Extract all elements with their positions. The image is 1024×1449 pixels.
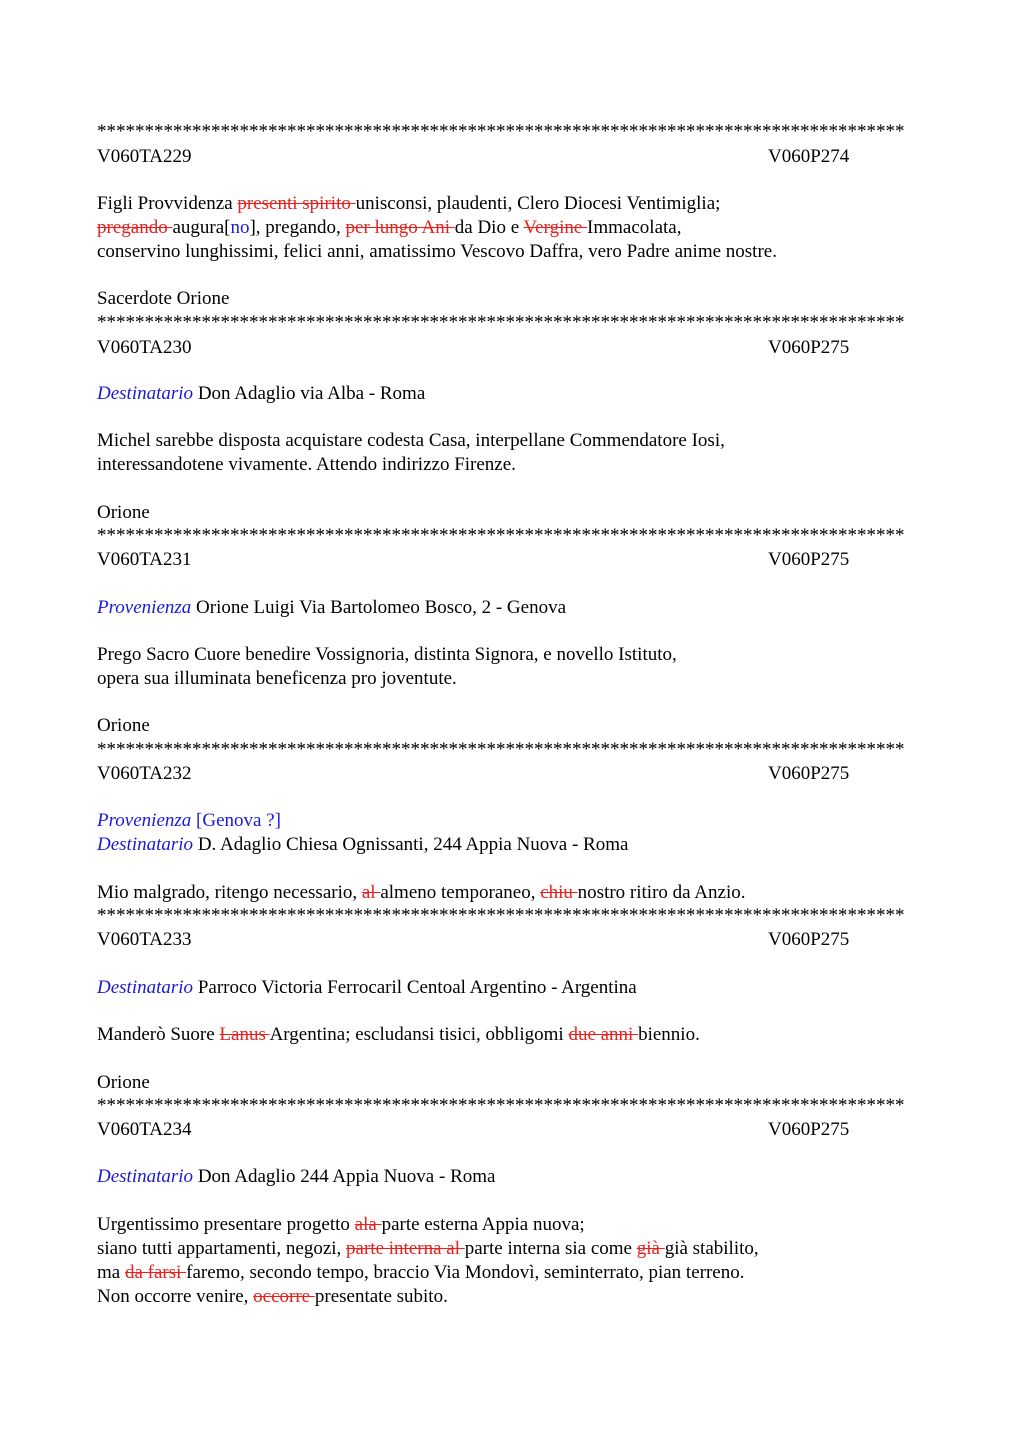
deleted-text: due anni [568, 1024, 639, 1045]
text-line [97, 881, 745, 905]
text: faremo, secondo tempo, braccio Via Mondovì, seminterrato, pian terreno. [186, 1262, 745, 1283]
text-line: interessandotene vivamente. Attendo indirizzo Firenze. [97, 454, 516, 475]
recipient-label: Destinatario [97, 1166, 194, 1187]
text-line: opera sua illuminata beneficenza pro joventute. [97, 668, 457, 689]
text: Urgentissimo presentare progetto [97, 1214, 355, 1235]
text: augura[ [172, 217, 231, 238]
deleted-text: da farsi [124, 1262, 187, 1283]
entry-code: V060TA233 [97, 929, 192, 950]
entry-code: V060TA230 [97, 337, 192, 358]
signature: Orione [97, 1072, 150, 1093]
deleted-text: pregando [97, 217, 173, 238]
recipient: Don Adaglio via Alba - Roma [193, 383, 426, 404]
text-line [97, 1213, 585, 1237]
text-line [97, 216, 681, 240]
entry-page: V060P275 [768, 1119, 850, 1140]
deleted-text: occorre [253, 1286, 315, 1307]
deleted-text: per lungo Ani [345, 217, 455, 238]
recipient-label: Destinatario [97, 834, 194, 855]
text-line: Michel sarebbe disposta acquistare codesta Casa, interpellane Commendatore Iosi, [97, 430, 725, 451]
text: Non occorre venire, [97, 1286, 254, 1307]
text: parte esterna Appia nuova; [381, 1214, 585, 1235]
text-line: Prego Sacro Cuore benedire Vossignoria, distinta Signora, e novello Istituto, [97, 644, 677, 665]
text: ma [97, 1262, 125, 1283]
text: siano tutti appartamenti, negozi, [97, 1238, 347, 1259]
recipient: D. Adaglio Chiesa Ognissanti, 244 Appia Nuova - Roma [193, 834, 629, 855]
sender: Orione Luigi Via Bartolomeo Bosco, 2 - Genova [191, 597, 567, 618]
signature: Orione [97, 715, 150, 736]
text: unisconsi, plaudenti, Clero Diocesi Ventimiglia; [355, 193, 721, 214]
deleted-text: presenti spirito [237, 193, 356, 214]
separator: ************************************************************************************* [97, 905, 905, 926]
deleted-text: Lanus [219, 1024, 270, 1045]
text: parte interna sia come [464, 1238, 637, 1259]
sender-line [97, 809, 281, 833]
text: biennio. [638, 1024, 700, 1045]
entry-page: V060P275 [768, 929, 850, 950]
sender: [Genova ?] [191, 810, 281, 831]
recipient-line [97, 1165, 495, 1189]
text: Mio malgrado, ritengo necessario, [97, 882, 362, 903]
recipient-line [97, 833, 628, 857]
text: Manderò Suore [97, 1024, 220, 1045]
text-line [97, 1261, 744, 1285]
deleted-text: chiu [540, 882, 578, 903]
recipient: Parroco Victoria Ferrocaril Centoal Argentino - Argentina [193, 977, 637, 998]
text: Figli Provvidenza [97, 193, 238, 214]
text-line [97, 1285, 448, 1309]
sender-label: Provenienza [97, 810, 192, 831]
text: ], pregando, [249, 217, 346, 238]
text: già stabilito, [664, 1238, 759, 1259]
entry-code: V060TA234 [97, 1119, 192, 1140]
inserted-text: no [230, 217, 250, 238]
recipient-label: Destinatario [97, 977, 194, 998]
text: nostro ritiro da Anzio. [577, 882, 746, 903]
recipient-line [97, 976, 637, 1000]
entry-page: V060P275 [768, 337, 850, 358]
recipient-label: Destinatario [97, 383, 194, 404]
text: Argentina; escludansi tisici, obbligomi [269, 1024, 569, 1045]
separator: ************************************************************************************* [97, 312, 905, 333]
text-line [97, 1023, 700, 1047]
deleted-text: ala [354, 1214, 382, 1235]
text: almeno temporaneo, [380, 882, 541, 903]
separator: ************************************************************************************* [97, 1095, 905, 1116]
entry-code: V060TA232 [97, 763, 192, 784]
sender-line [97, 596, 566, 620]
recipient-line [97, 382, 425, 406]
text-line [97, 1237, 759, 1261]
deleted-text: parte interna al [346, 1238, 465, 1259]
text: presentate subito. [314, 1286, 448, 1307]
separator: ************************************************************************************* [97, 739, 905, 760]
sender-label: Provenienza [97, 597, 192, 618]
deleted-text: già [636, 1238, 665, 1259]
text-line [97, 192, 720, 216]
text: Immacolata, [587, 217, 682, 238]
text-line: conservino lunghissimi, felici anni, amatissimo Vescovo Daffra, vero Padre anime nostre. [97, 241, 777, 262]
separator: ************************************************************************************* [97, 121, 905, 142]
recipient: Don Adaglio 244 Appia Nuova - Roma [193, 1166, 496, 1187]
deleted-text: al [361, 882, 381, 903]
signature: Sacerdote Orione [97, 288, 230, 309]
entry-code: V060TA229 [97, 146, 192, 167]
deleted-text: Vergine [523, 217, 588, 238]
entry-code: V060TA231 [97, 549, 192, 570]
entry-page: V060P274 [768, 146, 850, 167]
separator: ************************************************************************************* [97, 525, 905, 546]
entry-page: V060P275 [768, 763, 850, 784]
text: da Dio e [454, 217, 524, 238]
entry-page: V060P275 [768, 549, 850, 570]
signature: Orione [97, 502, 150, 523]
